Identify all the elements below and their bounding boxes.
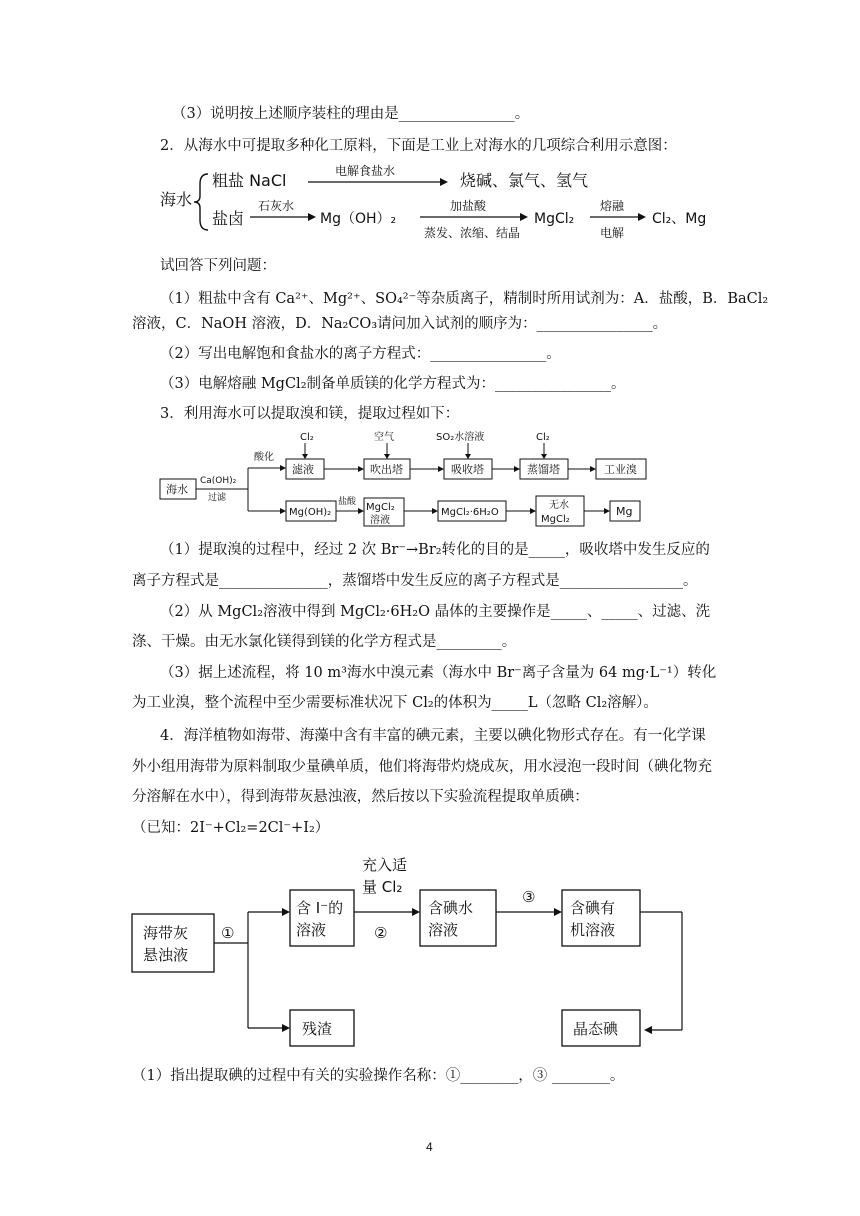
d2-hcl: 盐酸: [338, 497, 357, 507]
d3-kelp-1: 海带灰: [143, 924, 189, 942]
d3-step2: ②: [374, 924, 388, 942]
d2-absorb-tower: 吸收塔: [451, 463, 484, 476]
q2-intro: 2．从海水中可提取多种化工原料，下面是工业上对海水的几项综合利用示意图：: [160, 138, 677, 154]
d2-caoh2: Ca(OH)₂: [200, 476, 237, 486]
d3-organic-1: 含碘有: [570, 899, 616, 917]
d3-crystal: 晶态碘: [573, 1020, 619, 1038]
d1-mgcl2: MgCl₂: [534, 211, 575, 227]
d3-cl2-1: 充入适: [362, 856, 408, 874]
d2-mgoh2: Mg(OH)₂: [289, 507, 332, 518]
q2-2-line: （2）写出电解饱和食盐水的离子方程式：________________。: [160, 346, 561, 362]
q4-line-a: 4．海洋植物如海带、海藻中含有丰富的碘元素，主要以碘化物形式存在。有一化学课: [160, 728, 706, 744]
d2-filter: 过滤: [208, 493, 227, 503]
iodine-extraction-flowchart: [126, 850, 696, 1060]
d2-mgcl2-sol-2: 溶液: [370, 515, 390, 526]
d1-electrolysis-label: 电解食盐水: [335, 164, 396, 178]
d3-organic-2: 机溶液: [570, 921, 616, 939]
d1-seawater: 海水: [160, 190, 193, 209]
q2-3-line: （3）电解熔融 MgCl₂制备单质镁的化学方程式为：________________。: [160, 376, 626, 392]
q3-2-line-a: （2）从 MgCl₂溶液中得到 MgCl₂·6H₂O 晶体的主要操作是_____、_____、过滤、洗: [160, 604, 711, 620]
d2-mgcl2-sol-1: MgCl₂: [366, 502, 395, 513]
d2-acidify: 酸化: [254, 452, 274, 463]
d3-step1: ①: [221, 924, 235, 942]
bromine-magnesium-flowchart: [158, 428, 668, 528]
d2-industrial-br: 工业溴: [604, 463, 637, 476]
q4-line-c: 分溶解在水中），得到海带灰悬浊液，然后按以下实验流程提取单质碘：: [132, 789, 589, 805]
d3-residue: 残渣: [302, 1020, 333, 1038]
q3-2-line-b: 涤、干燥。由无水氯化镁得到镁的化学方程式是_________。: [132, 634, 517, 650]
q1-3-line: （3）说明按上述顺序装柱的理由是________________。: [172, 106, 530, 122]
d2-seawater: 海水: [166, 483, 188, 496]
d2-mg: Mg: [616, 505, 633, 518]
d1-crude-salt: 粗盐 NaCl: [212, 171, 287, 190]
d1-limewater: 石灰水: [258, 199, 295, 213]
q2-ask: 试回答下列问题：: [160, 258, 276, 274]
d1-evap: 蒸发、浓缩、结晶: [424, 226, 521, 240]
d2-anhyd-2: MgCl₂: [541, 514, 570, 525]
q3-1-line-b: 离子方程式是_______________，蒸馏塔中发生反应的离子方程式是_________________。: [132, 573, 698, 589]
d2-anhyd-1: 无水: [549, 500, 569, 511]
d1-electrolyze: 电解: [600, 226, 625, 240]
d2-distill-tower: 蒸馏塔: [527, 463, 560, 476]
d3-kelp-2: 悬浊液: [143, 946, 189, 964]
q3-3-line-b: 为工业溴，整个流程中至少需要标准状况下 Cl₂的体积为_____L（忽略 Cl₂溶解）。: [132, 695, 658, 711]
d2-cl2-a: Cl₂: [300, 432, 314, 443]
d1-products1: 烧碱、氯气、氢气: [460, 171, 589, 190]
d1-add-hcl: 加盐酸: [450, 199, 487, 213]
d2-so2: SO₂水溶液: [436, 432, 485, 443]
q4-1-line: （1）指出提取碘的过程中有关的实验操作名称：①________，③ ________。: [132, 1068, 625, 1084]
q3-1-line-a: （1）提取溴的过程中，经过 2 次 Br⁻→Br₂转化的目的是_____，吸收塔中发生反应的: [160, 542, 710, 558]
d3-iodine-water-1: 含碘水: [428, 899, 474, 917]
d1-mgoh2: Mg（OH）₂: [320, 211, 397, 227]
d3-iodide-1: 含 I⁻的: [296, 899, 344, 917]
q3-intro: 3．利用海水可以提取溴和镁，提取过程如下：: [160, 406, 460, 422]
d2-mgcl2-hyd: MgCl₂·6H₂O: [441, 507, 499, 518]
d1-final: Cl₂、Mg: [652, 211, 707, 227]
q2-1-line-b: 溶液，C．NaOH 溶液，D．Na₂CO₃请问加入试剂的顺序为：________________。: [132, 316, 668, 332]
d3-cl2-2: 量 Cl₂: [362, 878, 403, 896]
d1-brine: 盐卤: [212, 209, 245, 228]
q2-1-line-a: （1）粗盐中含有 Ca²⁺、Mg²⁺、SO₄²⁻等杂质离子，精制时所用试剂为：A．盐酸，B．BaCl₂: [160, 291, 769, 307]
d2-air: 空气: [374, 432, 394, 443]
seawater-utilization-diagram: [150, 160, 720, 246]
d2-cl2-b: Cl₂: [536, 432, 550, 443]
q4-line-b: 外小组用海带为原料制取少量碘单质，他们将海带灼烧成灰，用水浸泡一段时间（碘化物充: [132, 759, 712, 775]
page-number: 4: [426, 1140, 433, 1154]
q4-known: （已知：2I⁻+Cl₂=2Cl⁻+I₂）: [132, 820, 330, 836]
d3-step3: ③: [522, 888, 536, 906]
d2-filtrate: 滤液: [292, 463, 314, 476]
q3-3-line-a: （3）据上述流程，将 10 m³海水中溴元素（海水中 Br⁻离子含量为 64 mg·L⁻¹）转化: [160, 665, 717, 681]
d2-blow-tower: 吹出塔: [370, 463, 403, 476]
d1-melt: 熔融: [600, 199, 625, 213]
d3-iodine-water-2: 溶液: [428, 921, 459, 939]
d1-brace: [194, 174, 208, 230]
d3-iodide-2: 溶液: [296, 921, 327, 939]
